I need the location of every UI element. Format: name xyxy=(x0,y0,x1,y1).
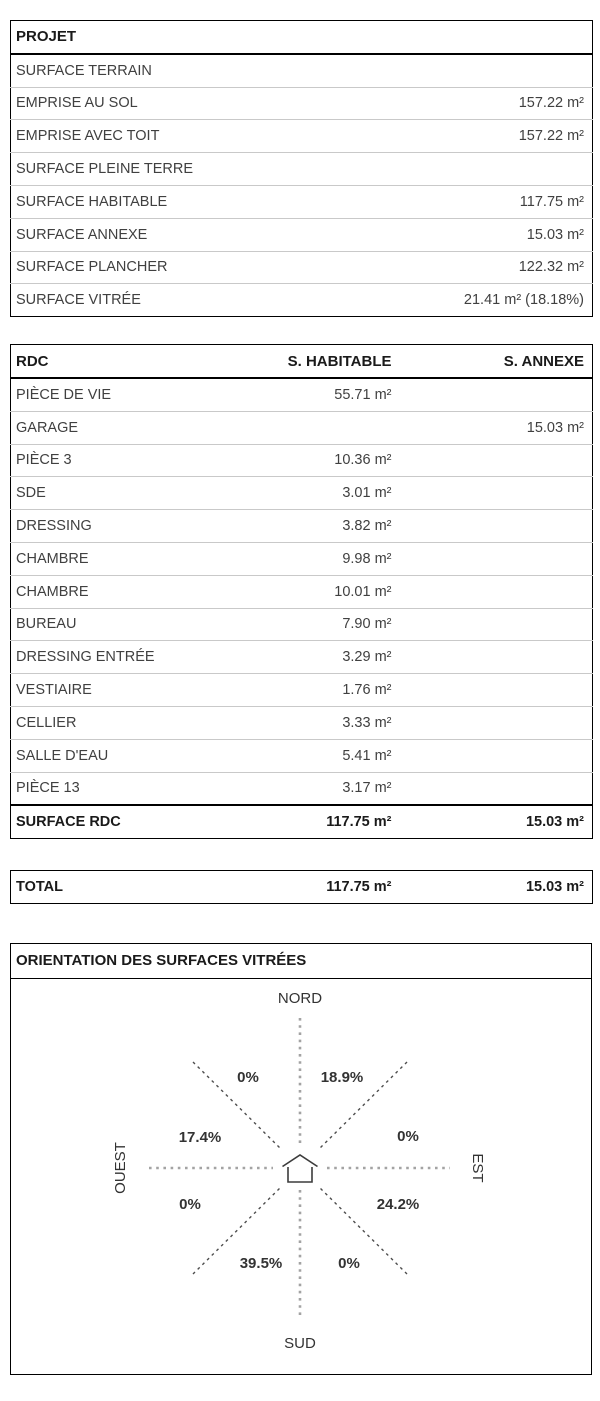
projet-rows xyxy=(11,54,593,317)
room-habitable-value: 3.01 m² xyxy=(199,477,400,510)
compass-svg xyxy=(11,979,590,1374)
row-label: EMPRISE AVEC TOIT xyxy=(11,120,393,153)
table-row xyxy=(11,674,593,707)
rdc-table xyxy=(10,344,593,839)
projet-table xyxy=(10,20,593,317)
rdc-table-title: RDC xyxy=(11,345,199,378)
pct-label-sse: 0% xyxy=(338,1254,360,1272)
table-row xyxy=(11,284,593,317)
room-annexe-value: 15.03 m² xyxy=(400,411,593,444)
total-habitable: 117.75 m² xyxy=(326,879,392,896)
pct-label-nne: 18.9% xyxy=(320,1068,364,1086)
pct-label-wsw: 0% xyxy=(179,1195,201,1213)
table-row xyxy=(11,218,593,251)
row-value: 21.41 m² (18.18%) xyxy=(393,284,593,317)
row-value: 122.32 m² xyxy=(393,251,593,284)
room-annexe-value xyxy=(400,575,593,608)
house-icon xyxy=(283,1155,318,1182)
room-label: PIÈCE 13 xyxy=(11,772,199,805)
room-label: SDE xyxy=(11,477,199,510)
table-row xyxy=(11,477,593,510)
table-row xyxy=(11,411,593,444)
compass-diagram xyxy=(11,979,590,1374)
row-label: SURFACE TERRAIN xyxy=(16,62,152,79)
direction-label-west: OUEST xyxy=(112,1142,129,1194)
table-row xyxy=(11,706,593,739)
room-habitable-value: 7.90 m² xyxy=(199,608,400,641)
pct-label-ese: 24.2% xyxy=(376,1195,420,1213)
direction-label-south: SUD xyxy=(284,1334,316,1352)
total-table xyxy=(10,870,593,904)
orientation-title: ORIENTATION DES SURFACES VITRÉES xyxy=(11,944,591,979)
table-row xyxy=(11,542,593,575)
projet-table-title: PROJET xyxy=(11,21,593,54)
room-habitable-value: 3.29 m² xyxy=(199,641,400,674)
room-annexe-value xyxy=(400,378,593,411)
direction-label-east: EST xyxy=(469,1153,486,1183)
table-row xyxy=(11,510,593,543)
room-habitable-value xyxy=(199,411,400,444)
room-habitable-value: 3.17 m² xyxy=(199,772,400,805)
table-row xyxy=(11,739,593,772)
room-annexe-value xyxy=(400,608,593,641)
room-annexe-value xyxy=(400,444,593,477)
room-annexe-value xyxy=(400,641,593,674)
table-row xyxy=(11,444,593,477)
rdc-footer-label: SURFACE RDC xyxy=(11,805,199,838)
rdc-rows xyxy=(11,378,593,805)
row-label: EMPRISE AU SOL xyxy=(11,87,393,120)
table-row xyxy=(11,575,593,608)
row-label: SURFACE PLEINE TERRE xyxy=(11,153,393,186)
room-label: PIÈCE DE VIE xyxy=(16,386,112,403)
rdc-footer-row xyxy=(11,805,593,838)
table-row xyxy=(11,251,593,284)
table-row xyxy=(11,378,593,411)
room-habitable-value: 9.98 m² xyxy=(199,542,400,575)
table-row xyxy=(11,87,593,120)
pct-label-wnw: 17.4% xyxy=(178,1128,222,1146)
room-habitable-value: 10.36 m² xyxy=(199,444,400,477)
direction-label-north: NORD xyxy=(277,989,323,1007)
row-value: 157.22 m² xyxy=(393,120,593,153)
room-habitable-value: 3.33 m² xyxy=(199,706,400,739)
room-label: DRESSING ENTRÉE xyxy=(11,641,199,674)
room-habitable-value: 3.82 m² xyxy=(199,510,400,543)
table-row xyxy=(11,153,593,186)
row-value: 15.03 m² xyxy=(393,218,593,251)
room-annexe-value xyxy=(400,739,593,772)
orientation-section xyxy=(10,943,592,1375)
room-label: CHAMBRE xyxy=(11,542,199,575)
total-label: TOTAL xyxy=(16,879,63,896)
row-label: SURFACE PLANCHER xyxy=(11,251,393,284)
room-habitable-value: 55.71 m² xyxy=(334,386,392,403)
row-value xyxy=(393,153,593,186)
pct-label-ssw: 39.5% xyxy=(239,1254,283,1272)
room-label: GARAGE xyxy=(11,411,199,444)
room-label: DRESSING xyxy=(11,510,199,543)
room-annexe-value xyxy=(400,674,593,707)
room-annexe-value xyxy=(400,477,593,510)
row-value: 117.75 m² xyxy=(393,185,593,218)
room-habitable-value: 10.01 m² xyxy=(199,575,400,608)
room-label: SALLE D'EAU xyxy=(11,739,199,772)
row-label: SURFACE HABITABLE xyxy=(11,185,393,218)
table-row xyxy=(11,185,593,218)
row-value: 157.22 m² xyxy=(393,87,593,120)
row-label: SURFACE ANNEXE xyxy=(11,218,393,251)
room-label: VESTIAIRE xyxy=(11,674,199,707)
room-label: BUREAU xyxy=(11,608,199,641)
room-label: PIÈCE 3 xyxy=(11,444,199,477)
col-header-habitable: S. HABITABLE xyxy=(199,345,400,378)
table-row xyxy=(11,608,593,641)
col-header-annexe: S. ANNEXE xyxy=(400,345,593,378)
room-label: CELLIER xyxy=(11,706,199,739)
row-value xyxy=(393,54,593,87)
table-row xyxy=(11,120,593,153)
room-annexe-value xyxy=(400,542,593,575)
table-row xyxy=(11,54,593,87)
room-annexe-value xyxy=(400,772,593,805)
projet-header-row xyxy=(11,21,593,54)
rdc-footer-habitable: 117.75 m² xyxy=(199,805,400,838)
pct-label-ene: 0% xyxy=(397,1127,419,1145)
room-habitable-value: 1.76 m² xyxy=(199,674,400,707)
room-annexe-value xyxy=(400,706,593,739)
rdc-header-row xyxy=(11,345,593,378)
room-habitable-value: 5.41 m² xyxy=(199,739,400,772)
table-row xyxy=(11,641,593,674)
total-annexe: 15.03 m² xyxy=(525,879,584,896)
total-row xyxy=(11,871,593,904)
row-label: SURFACE VITRÉE xyxy=(11,284,393,317)
pct-label-nnw: 0% xyxy=(237,1068,259,1086)
room-label: CHAMBRE xyxy=(11,575,199,608)
table-row xyxy=(11,772,593,805)
room-annexe-value xyxy=(400,510,593,543)
rdc-footer-annexe: 15.03 m² xyxy=(400,805,593,838)
